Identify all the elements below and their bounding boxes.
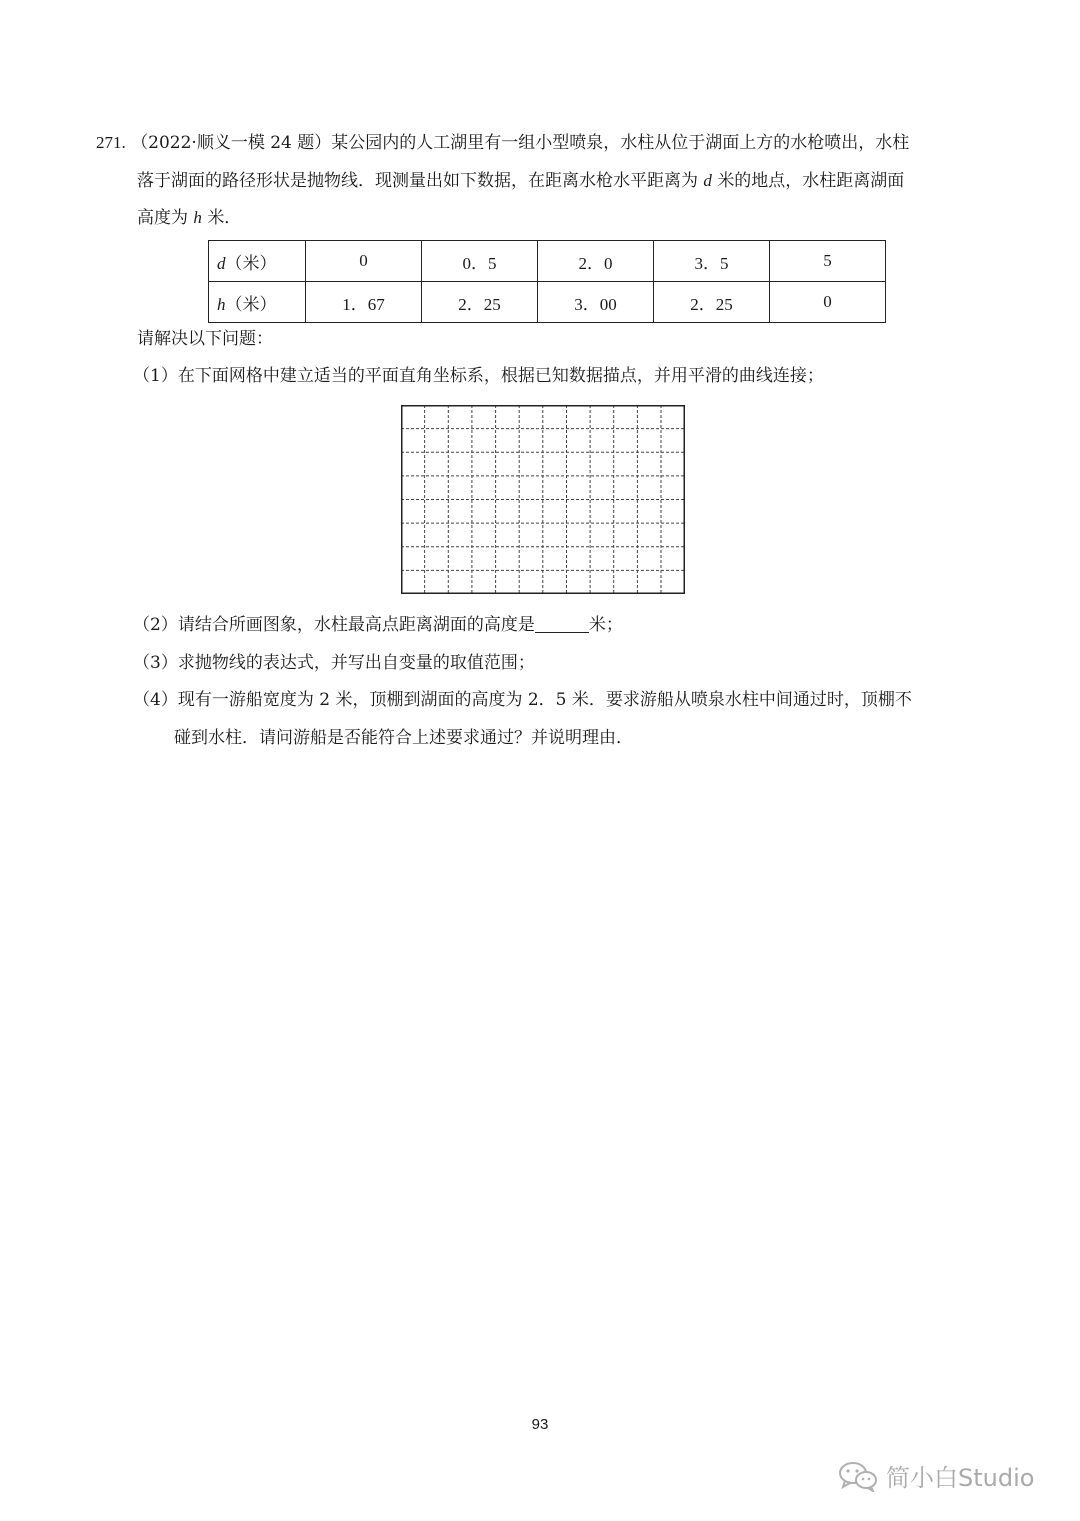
grid-dashed-lines (401, 405, 685, 594)
wechat-icon (838, 1460, 878, 1492)
var-h: h (193, 208, 202, 227)
table-cell: 0 (770, 282, 886, 323)
problem-line-3 (137, 206, 241, 230)
table-cell: 1．67 (306, 282, 422, 323)
problem-line-1 (96, 131, 909, 155)
table-cell: 2．25 (654, 282, 770, 323)
question-4-line-1: （4）现有一游船宽度为 2 米，顶棚到湖面的高度为 2．5 米．要求游船从喷泉水柱中间通过时，顶棚不 (133, 690, 912, 710)
problem-text-1: 某公园内的人工湖里有一组小型喷泉，水柱从位于湖面上方的水枪喷出，水柱 (331, 133, 910, 153)
table-cell: 2．0 (538, 241, 654, 282)
table-cell: 3．5 (654, 241, 770, 282)
problem-source: （2022·顺义一模 24 题） (131, 133, 332, 153)
answer-grid[interactable] (401, 405, 685, 594)
problem-text-2a: 落于湖面的路径形状是抛物线．现测量出如下数据，在距离水枪水平距离为 (137, 171, 698, 191)
table-row-header: h（米） (209, 282, 306, 323)
table-row (209, 282, 886, 323)
instructions: 请解决以下问题： (137, 329, 273, 349)
table-row (209, 241, 886, 282)
data-table (208, 240, 886, 323)
question-2-text: （2）请结合所画图象，水柱最高点距离湖面的高度是 (133, 615, 535, 635)
answer-blank[interactable] (535, 614, 589, 633)
watermark-text: 简小白Studio (886, 1464, 1035, 1492)
problem-text-3a: 高度为 (137, 208, 188, 228)
var-d: d (703, 171, 712, 190)
table-cell: 5 (770, 241, 886, 282)
question-1: （1）在下面网格中建立适当的平面直角坐标系，根据已知数据描点，并用平滑的曲线连接； (133, 366, 824, 386)
problem-line-2 (137, 169, 904, 193)
table-cell: 2．25 (422, 282, 538, 323)
question-4-line-2: 碰到水柱．请问游船是否能符合上述要求通过？并说明理由． (174, 728, 633, 748)
page-number: 93 (531, 1416, 549, 1433)
problem-text-3b: 米． (207, 208, 242, 228)
question-2 (133, 613, 623, 637)
watermark (838, 1458, 1034, 1493)
table-cell: 0．5 (422, 241, 538, 282)
table-cell: 3．00 (538, 282, 654, 323)
question-3: （3）求抛物线的表达式，并写出自变量的取值范围； (133, 653, 535, 673)
table-row-header: d（米） (209, 241, 306, 282)
problem-number: 271. (96, 133, 126, 152)
table-cell: 0 (306, 241, 422, 282)
problem-text-2b: 米的地点，水柱距离湖面 (717, 171, 905, 191)
question-2-unit: 米； (588, 615, 623, 635)
